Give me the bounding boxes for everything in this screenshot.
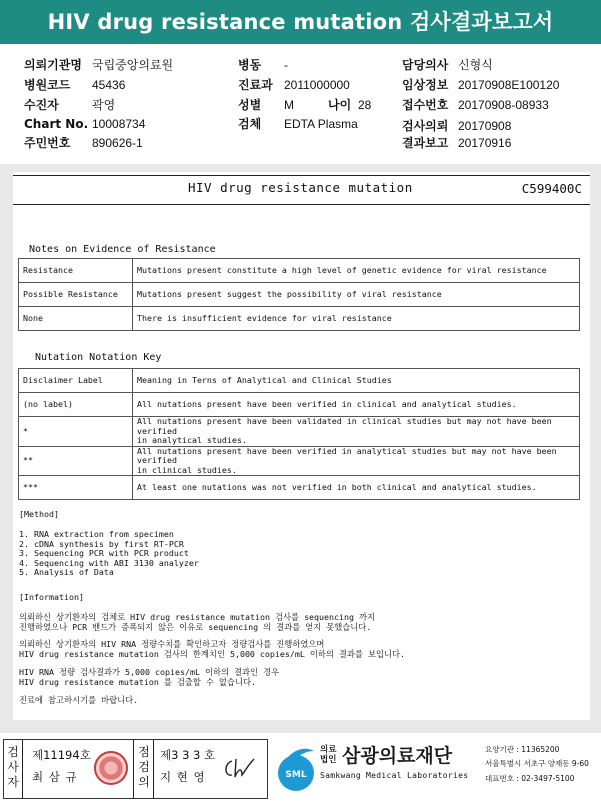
field-receipt-no: 접수번호 20170908-08933 <box>402 98 549 112</box>
information-p1: 의뢰하신 상기환자의 검체로 HIV drug resistance mutation 검사를 sequencing 까지 진행하였으나 PCR 밴드가 증폭되지 않은 이유로 sequencing 의 결과를 얻지 못했습니다. <box>19 612 376 632</box>
field-report-date: 결과보고 20170916 <box>402 136 512 150</box>
information-p4: 진료에 참고하시기를 바랍니다. <box>19 695 139 705</box>
org-name: 삼광의료재단 <box>342 745 453 767</box>
field-ward: 병동 - <box>238 58 288 72</box>
result-sheet <box>13 172 590 720</box>
tester-license-no: 제11194호 <box>32 748 91 762</box>
field-specimen: 검체 EDTA Plasma <box>238 117 358 131</box>
field-request-date: 검사의뢰 20170908 <box>402 119 512 133</box>
tester-label: 검사자 <box>7 745 19 789</box>
sml-logo-icon <box>274 741 318 795</box>
field-age: 나이 28 <box>328 98 372 112</box>
org-english-name: Samkwang Medical Laboratories <box>320 771 469 780</box>
checker-label: 점검의 <box>138 745 150 789</box>
field-doctor: 담당의사 신형식 <box>402 58 493 72</box>
evidence-table <box>18 258 580 331</box>
signature-footer <box>0 733 601 804</box>
org-address: 서울특별시 서초구 양재동 9-60 <box>485 759 589 768</box>
table-row: Disclaimer Label Meaning in Terns of Analytical and Clinical Studies <box>19 369 580 393</box>
checker-name: 지 현 영 <box>160 770 206 784</box>
report-title-banner: HIV drug resistance mutation 검사결과보고서 <box>0 0 601 44</box>
field-clinical-info: 임상정보 20170908E100120 <box>402 78 560 92</box>
checker-license-no: 제3 3 3 호 <box>160 748 216 762</box>
signature-icon <box>222 755 258 781</box>
field-chart-no: Chart No. 10008734 <box>24 117 146 131</box>
evidence-title: Notes on Evidence of Resistance <box>29 244 216 255</box>
tester-name: 최 삼 규 <box>32 770 78 784</box>
information-p3: HIV RNA 정량 검사결과가 5,000 copies/mL 이하의 결과인 경우 HIV drug resistance mutation 를 검출할 수 없습니다. <box>19 667 280 687</box>
doc-title: HIV drug resistance mutation <box>188 180 413 195</box>
table-row: * All nutations present have been validated in clinical studies but may not have been verified in analytical studies. <box>19 417 580 447</box>
table-row: (no label) All nutations present have been verified in clinical and analytical studies. <box>19 393 580 417</box>
field-department: 진료과 2011000000 <box>238 78 350 92</box>
org-phone: 대표번호 : 02-3497-5100 <box>485 774 575 783</box>
field-sex: 성별 M <box>238 98 294 112</box>
care-code: 요양기관 : 11365200 <box>485 745 560 754</box>
patient-info-header <box>0 44 601 164</box>
top-rule <box>13 175 590 176</box>
notation-title: Nutation Notation Key <box>35 352 162 363</box>
doc-code: C599400C <box>521 181 582 196</box>
information-title: [Information] <box>19 592 84 602</box>
svg-text:SML: SML <box>285 770 307 780</box>
table-row: None There is insufficient evidence for viral resistance <box>19 307 580 331</box>
field-resident-no: 주민번호 890626-1 <box>24 136 143 150</box>
table-row: ** All nutations present have been verified in analytical studies but may not have been verified in clinical studies. <box>19 446 580 476</box>
field-patient: 수진자 곽영 <box>24 98 116 112</box>
org-prefix: 의료 법인 <box>320 745 337 765</box>
method-title: [Method] <box>19 509 59 519</box>
title-rule <box>13 204 590 205</box>
table-row: *** At least one nutations was not verified in both clinical and analytical studies. <box>19 476 580 500</box>
information-p2: 의뢰하신 상기환자의 HIV RNA 정량수치를 확인하고자 정량검사를 진행하였으며 HIV drug resistance mutation 검사의 한계치인 5,000 copies/mL 이하의 결과를 보입니다. <box>19 639 406 659</box>
notation-table <box>18 368 580 500</box>
field-hospital-code: 병원코드 45436 <box>24 78 126 92</box>
table-row: Possible Resistance Mutations present suggest the possibility of viral resistance <box>19 283 580 307</box>
table-row: Resistance Mutations present constitute a high level of genetic evidence for viral resistance <box>19 259 580 283</box>
tester-seal-icon <box>94 751 128 785</box>
field-institution: 의뢰기관명 국립중앙의료원 <box>24 58 174 72</box>
method-list: 1. RNA extraction from specimen 2. cDNA synthesis by first RT-PCR 3. Sequencing PCR with PCR product 4. Sequencing with ABI 3130 analyzer 5. Analysis of Data <box>19 529 199 577</box>
